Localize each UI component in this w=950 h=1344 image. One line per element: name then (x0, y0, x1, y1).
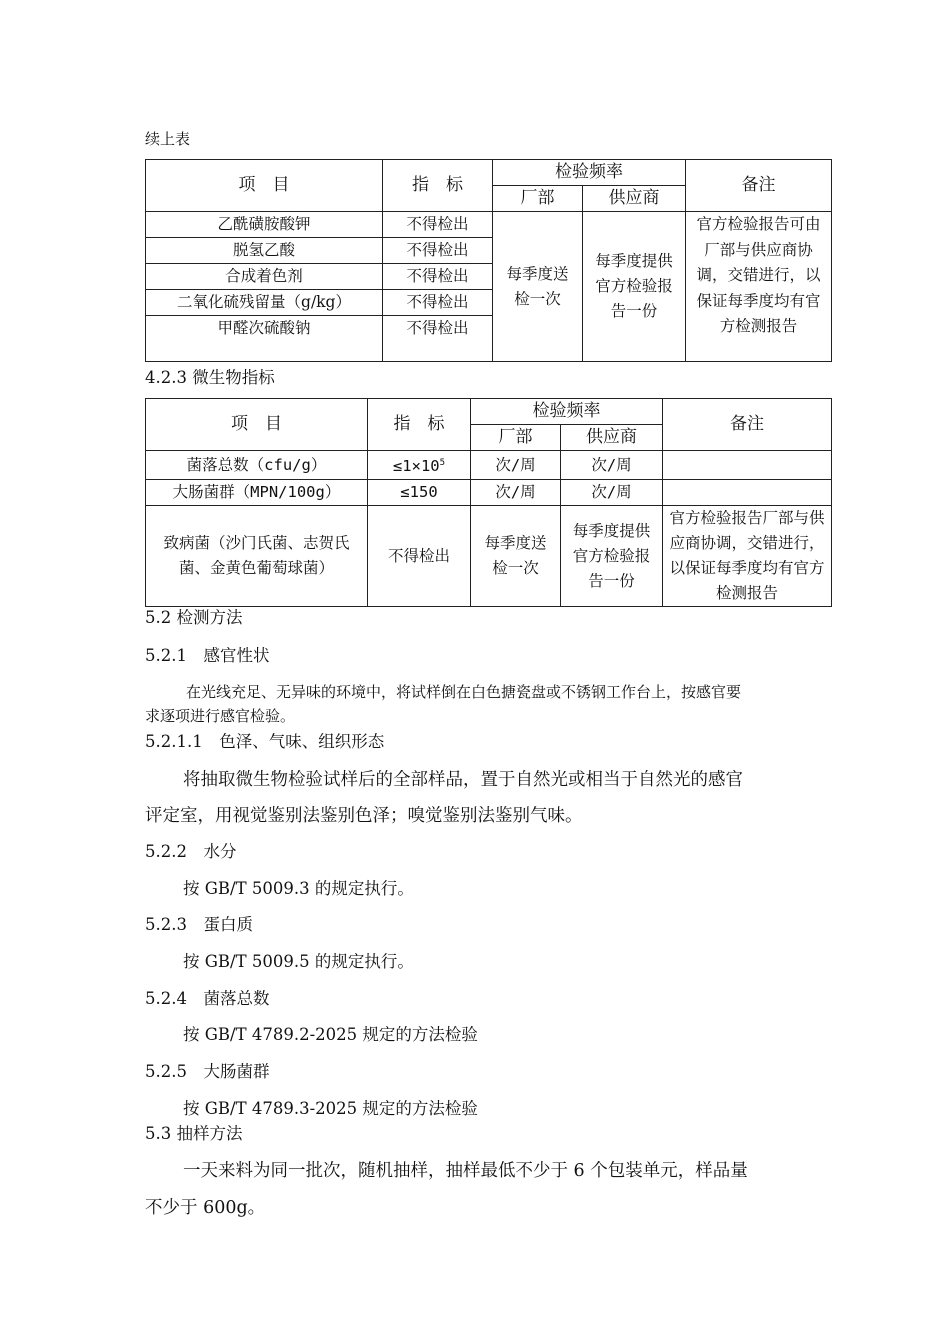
table1-header-frequency: 检验频率 (493, 160, 686, 186)
table2-indicator-base: ≤1×10 (392, 457, 440, 476)
table2-factory: 次/周 (471, 480, 561, 506)
section-5-2-3-text: 按 GB/T 5009.5 的规定执行。 (183, 952, 414, 971)
table1-header-indicator: 指 标 (383, 160, 493, 212)
table1-indicator: 不得检出 (383, 212, 493, 238)
table2-header-indicator: 指 标 (368, 399, 471, 451)
section-5-2-4-text: 按 GB/T 4789.2-2025 规定的方法检验 (183, 1025, 478, 1044)
section-5-2-4-heading: 5.2.4 菌落总数 (145, 989, 270, 1008)
table1-remarks: 官方检验报告可由厂部与供应商协调，交错进行，以保证每季度均有官方检测报告 (686, 212, 832, 362)
table1-indicator: 不得检出 (383, 264, 493, 290)
table1-factory-frequency: 每季度送检一次 (493, 212, 583, 362)
table1-item: 乙酰磺胺酸钾 (146, 212, 383, 238)
table1-supplier-frequency: 每季度提供官方检验报告一份 (583, 212, 686, 362)
table1-item: 脱氢乙酸 (146, 238, 383, 264)
table2-item: 致病菌（沙门氏菌、志贺氏菌、金黄色葡萄球菌） (146, 506, 368, 607)
section-5-2-1-1-heading: 5.2.1.1 色泽、气味、组织形态 (145, 732, 385, 751)
section-5-3-text-line2: 不少于 600g。 (145, 1198, 266, 1218)
table2-header-supplier: 供应商 (561, 425, 663, 451)
table2-indicator: 不得检出 (368, 506, 471, 607)
section-5-3-heading: 5.3 抽样方法 (145, 1124, 243, 1143)
table2-item: 菌落总数（cfu/g） (146, 451, 368, 480)
table2-remarks: 官方检验报告厂部与供应商协调，交错进行，以保证每季度均有官方检测报告 (663, 506, 832, 607)
section-5-2-1-text-line2: 求逐项进行感官检验。 (145, 707, 296, 725)
table1-item: 二氧化硫残留量（g/kg） (146, 290, 383, 316)
table2-factory: 每季度送检一次 (471, 506, 561, 607)
table1-header-remarks: 备注 (686, 160, 832, 212)
table-row (146, 451, 832, 480)
section-5-2-2-text: 按 GB/T 5009.3 的规定执行。 (183, 879, 414, 898)
table2-header-frequency: 检验频率 (471, 399, 663, 425)
section-5-2-2-heading: 5.2.2 水分 (145, 842, 237, 861)
table2-indicator-exponent: 5 (439, 458, 446, 468)
table1-header-item: 项 目 (146, 160, 383, 212)
table1-header-factory: 厂部 (493, 186, 583, 212)
table2-remarks (663, 480, 832, 506)
table2-factory: 次/周 (471, 451, 561, 480)
section-5-2-1-text-line1: 在光线充足、无异味的环境中，将试样倒在白色搪瓷盘或不锈钢工作台上，按感官要 (186, 683, 742, 701)
table2-item: 大肠菌群（MPN/100g） (146, 480, 368, 506)
section-4-2-3-heading: 4.2.3 微生物指标 (145, 368, 275, 387)
table1-item: 甲醛次硫酸钠 (146, 316, 383, 362)
table2-header-factory: 厂部 (471, 425, 561, 451)
microbial-table (145, 398, 832, 607)
section-5-2-1-heading: 5.2.1 感官性状 (145, 646, 270, 665)
table2-supplier: 次/周 (561, 480, 663, 506)
section-5-2-1-1-text-line1: 将抽取微生物检验试样后的全部样品，置于自然光或相当于自然光的感官 (183, 770, 743, 790)
table1-header-supplier: 供应商 (583, 186, 686, 212)
table1-indicator: 不得检出 (383, 238, 493, 264)
table2-header-item: 项 目 (146, 399, 368, 451)
section-5-2-5-heading: 5.2.5 大肠菌群 (145, 1062, 270, 1081)
table2-remarks (663, 451, 832, 480)
table1-indicator: 不得检出 (383, 290, 493, 316)
table2-header-remarks: 备注 (663, 399, 832, 451)
additives-table (145, 159, 832, 362)
table2-indicator: ≤150 (368, 480, 471, 506)
section-5-2-5-text: 按 GB/T 4789.3-2025 规定的方法检验 (183, 1099, 478, 1118)
table-row (146, 480, 832, 506)
table-row (146, 212, 832, 238)
table-row (146, 506, 832, 607)
continued-table-label: 续上表 (145, 130, 191, 148)
section-5-2-heading: 5.2 检测方法 (145, 608, 243, 627)
table1-indicator: 不得检出 (383, 316, 493, 362)
section-5-2-3-heading: 5.2.3 蛋白质 (145, 915, 253, 934)
section-5-3-text-line1: 一天来料为同一批次，随机抽样，抽样最低不少于 6 个包装单元，样品量 (183, 1161, 748, 1181)
table1-item: 合成着色剂 (146, 264, 383, 290)
table2-supplier: 次/周 (561, 451, 663, 480)
table2-indicator (368, 451, 471, 480)
section-5-2-1-1-text-line2: 评定室，用视觉鉴别法鉴别色泽；嗅觉鉴别法鉴别气味。 (145, 806, 583, 826)
table2-supplier: 每季度提供官方检验报告一份 (561, 506, 663, 607)
